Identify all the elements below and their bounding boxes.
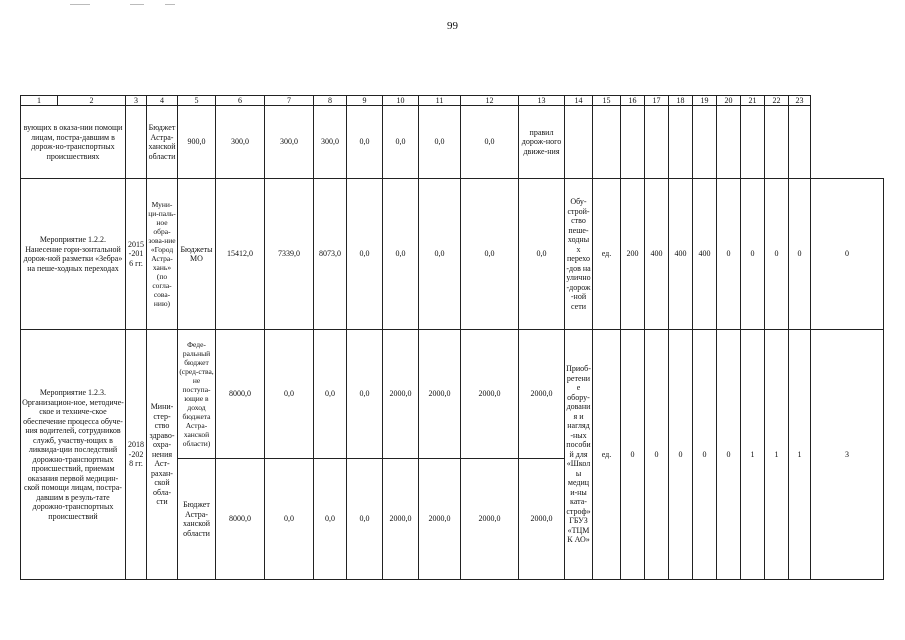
- target-cell: 0: [717, 330, 741, 580]
- target-cell: 200: [621, 179, 645, 330]
- header-cell: 10: [383, 96, 419, 106]
- indicator-cell: правил дорож-ного движе-ния: [519, 106, 565, 179]
- value-cell: 0,0: [265, 330, 314, 459]
- value-cell: 8000,0: [216, 459, 265, 580]
- target-cell: 0: [717, 179, 741, 330]
- value-cell: 300,0: [216, 106, 265, 179]
- header-cell: 22: [765, 96, 789, 106]
- value-cell: 0,0: [314, 330, 347, 459]
- target-cell: 0: [645, 330, 669, 580]
- unit-cell: ед.: [593, 179, 621, 330]
- value-cell: 0,0: [419, 106, 461, 179]
- target-cell: [593, 106, 621, 179]
- header-cell: 14: [565, 96, 593, 106]
- value-cell: 300,0: [314, 106, 347, 179]
- program-table: [20, 95, 884, 580]
- target-cell: 0: [621, 330, 645, 580]
- indicator-cell: Обу-строй-ство пеше-ходных перехо-дов на улично-дорож-ной сети: [565, 179, 593, 330]
- executor-cell: Муни-ци-паль-ное обра-зова-ние «Город Астра-хань» (по согла-сова-нию): [147, 179, 178, 330]
- target-cell: 0: [811, 179, 884, 330]
- scan-marks: [70, 4, 190, 6]
- period-cell: [126, 106, 147, 179]
- header-cell: 21: [741, 96, 765, 106]
- executor-cell: Мини-стер-ство здраво-охра-нения Аст-рахан-ской обла-сти: [147, 330, 178, 580]
- header-cell: 2: [58, 96, 126, 106]
- measure-name-cell: Мероприятие 1.2.3. Организацион-ное, методиче-ское и техниче-ское обеспечение процесса обуче-ния водителей, сотрудников служб, участву-ющих в ликвида-ции последствий дорожно-транспортных происшествий, приемам оказания первой медицин-ской помощи лицам, постра-давшим в резуль-тате дорожно-транспортных происшествий: [21, 330, 126, 580]
- header-cell: 17: [645, 96, 669, 106]
- target-cell: 0: [669, 330, 693, 580]
- value-cell: 8000,0: [216, 330, 265, 459]
- header-cell: 18: [669, 96, 693, 106]
- value-cell: 0,0: [461, 179, 519, 330]
- header-cell: 20: [717, 96, 741, 106]
- value-cell: 2000,0: [461, 459, 519, 580]
- value-cell: 0,0: [265, 459, 314, 580]
- unit-cell: [565, 106, 593, 179]
- target-cell: 0: [741, 179, 765, 330]
- target-cell: [789, 106, 811, 179]
- indicator-cell: Приоб-ретение обору-дования и нагляд-ных пособий для «Школы медици-ны ката-строф» ГБУЗ «ТЦМК АО»: [565, 330, 593, 580]
- header-cell: 13: [519, 96, 565, 106]
- value-cell: 0,0: [347, 106, 383, 179]
- value-cell: 0,0: [419, 179, 461, 330]
- target-cell: [693, 106, 717, 179]
- target-cell: 3: [811, 330, 884, 580]
- funding-source-cell: Бюджет Астра-ханской области: [178, 459, 216, 580]
- period-cell: 2018-2028 гг.: [126, 330, 147, 580]
- header-cell: 6: [216, 96, 265, 106]
- value-cell: 2000,0: [419, 330, 461, 459]
- unit-cell: ед.: [593, 330, 621, 580]
- header-cell: 8: [314, 96, 347, 106]
- value-cell: 15412,0: [216, 179, 265, 330]
- period-cell: 2015-2016 гг.: [126, 179, 147, 330]
- target-cell: [765, 106, 789, 179]
- target-cell: 400: [669, 179, 693, 330]
- target-cell: [741, 106, 765, 179]
- target-cell: 1: [765, 330, 789, 580]
- target-cell: [645, 106, 669, 179]
- value-cell: 2000,0: [461, 330, 519, 459]
- value-cell: 2000,0: [519, 330, 565, 459]
- header-cell: 5: [178, 96, 216, 106]
- value-cell: 0,0: [347, 179, 383, 330]
- target-cell: [717, 106, 741, 179]
- value-cell: 2000,0: [419, 459, 461, 580]
- header-cell: 12: [461, 96, 519, 106]
- header-cell: 4: [147, 96, 178, 106]
- header-cell: 11: [419, 96, 461, 106]
- value-cell: 2000,0: [383, 330, 419, 459]
- value-cell: 2000,0: [383, 459, 419, 580]
- value-cell: 0,0: [519, 179, 565, 330]
- target-cell: 0: [693, 330, 717, 580]
- value-cell: 0,0: [461, 106, 519, 179]
- value-cell: 8073,0: [314, 179, 347, 330]
- value-cell: 0,0: [347, 330, 383, 459]
- header-cell: 1: [21, 96, 58, 106]
- measure-name-cell: Мероприятие 1.2.2. Нанесение гори-зонтальной дорож-ной разметки «Зебра» на пеше-ходных переходах: [21, 179, 126, 330]
- target-cell: 0: [789, 179, 811, 330]
- value-cell: 0,0: [314, 459, 347, 580]
- value-cell: 900,0: [178, 106, 216, 179]
- value-cell: 0,0: [383, 106, 419, 179]
- target-cell: [669, 106, 693, 179]
- scan-mark: [70, 4, 90, 5]
- value-cell: 0,0: [383, 179, 419, 330]
- header-cell: 9: [347, 96, 383, 106]
- funding-source-cell: Феде-ральный бюджет (сред-ства, не поступа-ющие в доход бюджета Астра-ханской области): [178, 330, 216, 459]
- funding-source-cell: Бюджеты МО: [178, 179, 216, 330]
- header-row: [21, 96, 884, 106]
- header-cell: 15: [593, 96, 621, 106]
- header-cell: 16: [621, 96, 645, 106]
- header-cell: 19: [693, 96, 717, 106]
- target-cell: 400: [693, 179, 717, 330]
- value-cell: 7339,0: [265, 179, 314, 330]
- target-cell: [621, 106, 645, 179]
- target-cell: 1: [741, 330, 765, 580]
- header-cell: 3: [126, 96, 147, 106]
- scan-mark: [130, 4, 144, 5]
- measure-name-cell: вующих в оказа-нии помощи лицам, постра-давшим в дорож-но-транспортных происшествиях: [21, 106, 126, 179]
- table-row: [21, 179, 884, 330]
- target-cell: 0: [765, 179, 789, 330]
- target-cell: 400: [645, 179, 669, 330]
- value-cell: 300,0: [265, 106, 314, 179]
- value-cell: 2000,0: [519, 459, 565, 580]
- table-row: [21, 106, 884, 179]
- header-cell: 7: [265, 96, 314, 106]
- funding-source-cell: Бюджет Астра-ханской области: [147, 106, 178, 179]
- value-cell: 0,0: [347, 459, 383, 580]
- target-cell: 1: [789, 330, 811, 580]
- page-number: 99: [447, 20, 458, 32]
- header-cell: 23: [789, 96, 811, 106]
- table-row: [21, 330, 884, 459]
- scan-mark: [165, 4, 175, 5]
